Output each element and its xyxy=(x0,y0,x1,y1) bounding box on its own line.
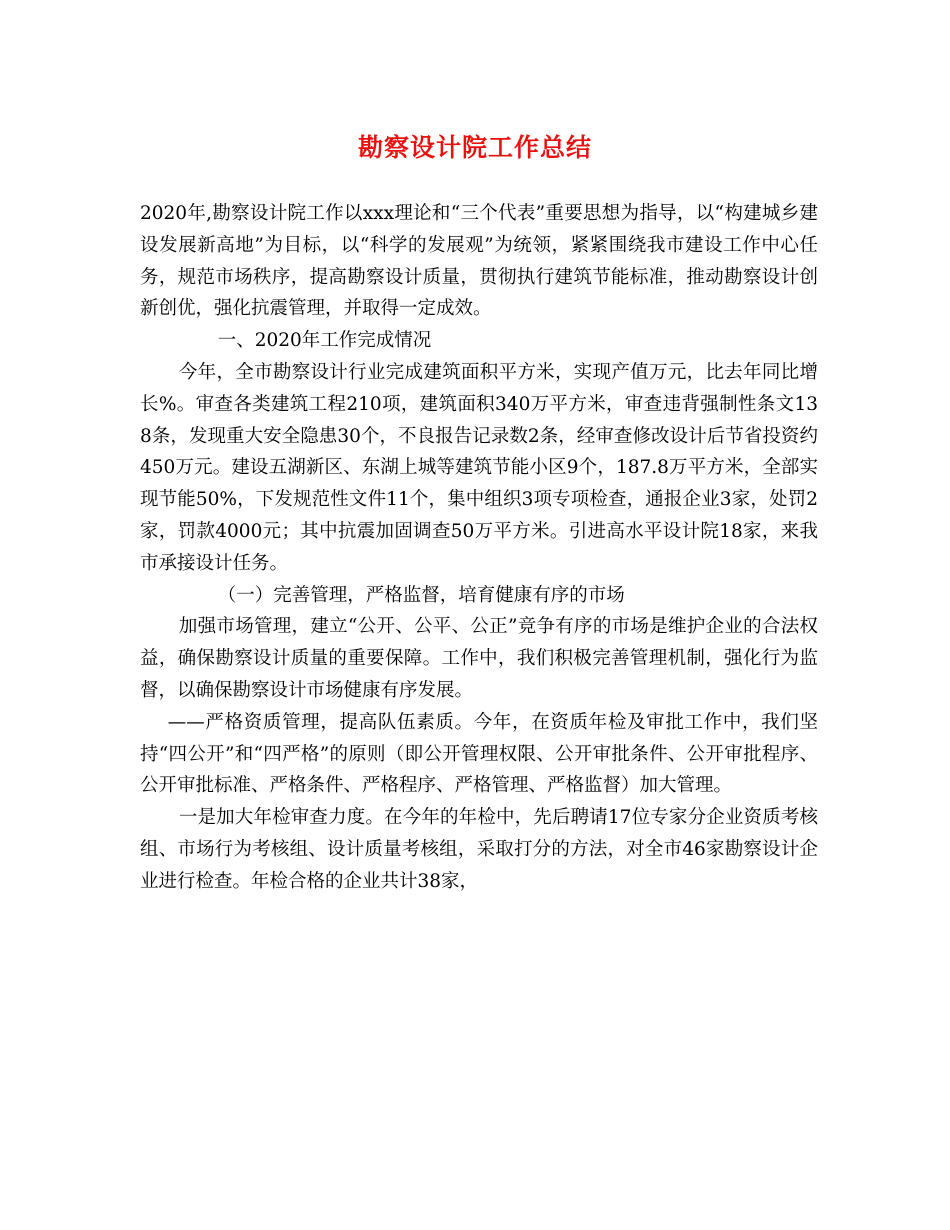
summary-paragraph: 今年，全市勘察设计行业完成建筑面积平方米，实现产值万元，比去年同比增长%。审查各类建筑工程210项，建筑面积340万平方米，审查违背强制性条文138条，发现重大安全隐患30个，不良报告记录数2条，经审查修改设计后节省投资约450万元。建设五湖新区、东湖上城等建筑节能小区9个，187.8万平方米，全部实现节能50%，下发规范性文件11个，集中组织3项专项检查，通报企业3家，处罚2家，罚款4000元；其中抗震加固调查50万平方米。引进高水平设计院18家，来我市承接设计任务。 xyxy=(140,361,818,574)
intro-paragraph: 2020年,勘察设计院工作以xxx理论和“三个代表”重要思想为指导，以“构建城乡建设发展新高地”为目标，以“科学的发展观”为统领，紧紧围绕我市建设工作中心任务，规范市场秩序，提高勘察设计质量，贯彻执行建筑节能标准，推动勘察设计创新创优，强化抗震管理，并取得一定成效。 xyxy=(140,203,818,320)
annual-inspection-paragraph: 一是加大年检审查力度。在今年的年检中，先后聘请17位专家分企业资质考核组、市场行为考核组、设计质量考核组，采取打分的方法，对全市46家勘察设计企业进行检查。年检合格的企业共计38家， xyxy=(140,807,818,892)
market-management-paragraph: 加强市场管理，建立“公开、公平、公正”竞争有序的市场是维护企业的合法权益，确保勘察设计质量的重要保障。工作中，我们积极完善管理机制，强化行为监督，以确保勘察设计市场健康有序发展。 xyxy=(140,616,818,701)
subsection-heading-1: （一）完善管理，严格监督，培育健康有序的市场 xyxy=(217,584,625,606)
document-body xyxy=(140,198,818,898)
document-title: 勘察设计院工作总结 xyxy=(357,133,592,162)
qualification-management-paragraph: ——严格资质管理，提高队伍素质。今年，在资质年检及审批工作中，我们坚持“四公开”和“四严格”的原则（即公开管理权限、公开审批条件、公开审批程序、公开审批标准、严格条件、严格程序、严格管理、严格监督）加大管理。 xyxy=(140,711,818,797)
section-heading-1: 一、2020年工作完成情况 xyxy=(217,330,432,352)
